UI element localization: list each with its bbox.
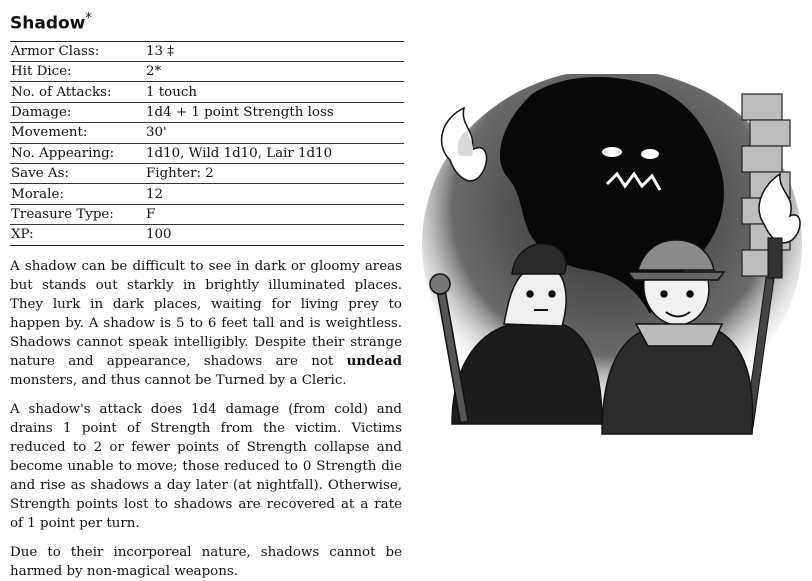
monster-title (10, 6, 404, 37)
stat-row (10, 184, 404, 204)
stat-value: 1 touch (144, 82, 404, 102)
stat-row (10, 62, 404, 82)
stat-value: 100 (146, 227, 172, 243)
stat-value: Fighter: 2 (144, 164, 404, 184)
stat-row (10, 164, 404, 184)
stat-row (10, 41, 404, 61)
immunity-paragraph: Due to their incorporeal nature, shadows cannot be harmed by non-magical weapons. (10, 544, 402, 579)
stat-label: No. of Attacks: (10, 82, 144, 102)
description-text: monsters, and thus cannot be Turned by a Cleric. (10, 372, 347, 388)
stat-label: Movement: (10, 123, 144, 143)
stat-value: 1d10, Wild 1d10, Lair 1d10 (144, 143, 404, 163)
stat-label: XP: (11, 227, 34, 243)
stat-label: Damage: (10, 102, 144, 122)
illustration-art (412, 74, 810, 450)
stat-label: Morale: (10, 184, 144, 204)
stat-value: 1d4 + 1 point Strength loss (144, 102, 404, 122)
attack-paragraph: A shadow's attack does 1d4 damage (from cold) and drains 1 point of Strength from the victim. Victims reduced to 2 or fewer points of Strength collapse and become unable to move; those reduced to 0 Strength die and rise as shadows a day later (at nightfall). Otherwise, Strength points lost to shadows are recovered at a rate of 1 point per turn. (10, 401, 402, 531)
stat-value: 13 ‡ (144, 41, 404, 61)
stat-row (10, 225, 404, 245)
undead-keyword: undead (346, 352, 402, 369)
description-paragraph (10, 257, 402, 390)
stat-value: 30' (144, 123, 404, 143)
shadow-eye (602, 147, 622, 157)
stat-label: Armor Class: (10, 41, 144, 61)
stat-value: 12 (144, 184, 404, 204)
stat-label: Save As: (10, 164, 144, 184)
stat-label: Hit Dice: (10, 62, 144, 82)
stat-row (10, 82, 404, 102)
description-text: A shadow can be difficult to see in dark or gloomy areas but stands out starkly in brightly illuminated places. They lurk in dark places, waiting for living prey to happen by. A shadow is 5 to 6 feet tall and is weightless. Shadows cannot speak intelligibly. Despite their strange nature and appearance, shadows are not (10, 258, 402, 369)
shadow-eye (641, 149, 659, 159)
stat-row (10, 123, 404, 143)
stat-label: Treasure Type: (10, 204, 144, 224)
monster-name: Shadow (10, 13, 86, 34)
stat-row (10, 102, 404, 122)
stat-block (10, 41, 404, 246)
monster-entry (10, 6, 404, 581)
stat-value: F (144, 204, 404, 224)
stat-label: No. Appearing: (10, 143, 144, 163)
monster-name-mark: * (85, 11, 92, 26)
stat-row (10, 204, 404, 224)
stat-row (10, 143, 404, 163)
shadow-attacking-adventurers-illustration (412, 74, 810, 450)
stat-value: 2* (144, 62, 404, 82)
